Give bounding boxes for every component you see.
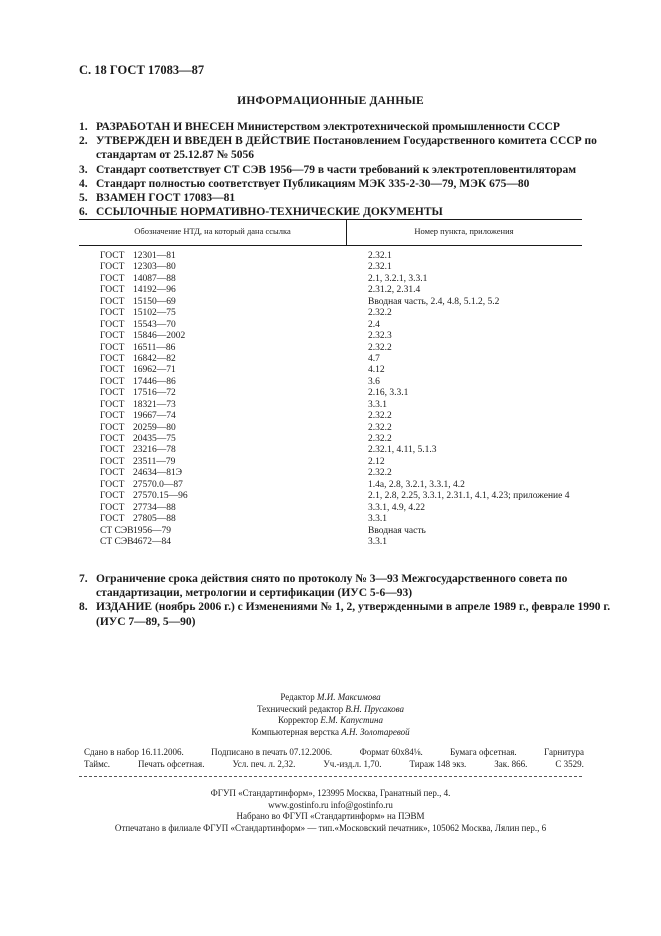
- clause-cell: 2.12: [368, 456, 385, 467]
- ntd-number: 14087—88: [133, 273, 176, 284]
- table-header-clause: Номер пункта, приложения: [414, 226, 514, 236]
- ntd-prefix: ГОСТ: [100, 514, 125, 525]
- ntd-prefix: ГОСТ: [100, 502, 125, 513]
- item-number: 1.: [79, 121, 88, 133]
- clause-cell: 3.3.1: [368, 399, 387, 410]
- clause-cell: Вводная часть: [368, 525, 426, 536]
- ntd-number: 18321—73: [133, 399, 176, 410]
- printer-line: Отпечатано в филиале ФГУП «Стандартинформ» — тип.«Московский печатник», 105062 Москва, Лялин пер., 6: [114, 823, 547, 834]
- ntd-number: 20259—80: [133, 422, 176, 433]
- publication-field: Сдано в набор 16.11.2006.: [84, 747, 184, 757]
- clause-cell: 2.32.2: [368, 434, 392, 444]
- credit-role: Технический редактор: [256, 703, 344, 714]
- ntd-cell: [100, 526, 368, 537]
- publication-field: Таймс.: [84, 759, 111, 769]
- ntd-cell: [100, 274, 368, 285]
- ntd-prefix: ГОСТ: [100, 308, 125, 319]
- clause-cell: 3.3.1: [368, 514, 387, 525]
- table-row: [100, 537, 569, 548]
- clause-cell: 2.32.2: [368, 422, 392, 433]
- item-number: 3.: [79, 163, 88, 176]
- credit-name: М.И. Максимова: [317, 692, 381, 702]
- ntd-cell: [100, 434, 368, 445]
- item-text: Стандарт полностью соответствует Публикациям МЭК 335-2-30—79, МЭК 675—80: [96, 177, 530, 190]
- clause-cell: 2.32.2: [368, 411, 392, 422]
- ntd-number: 12303—80: [133, 262, 176, 273]
- clause-cell: 2.32.2: [368, 342, 392, 353]
- item-text: Постановлением Государственного комитета СССР по стандартам от 25.12.87 № 5056: [96, 135, 597, 162]
- clause-cell: 2.31.2, 2.31.4: [368, 285, 421, 296]
- item-bold-text: УТВЕРЖДЕН И ВВЕДЕН В ДЕЙСТВИЕ: [96, 135, 311, 148]
- publication-field: Бумага офсетная.: [450, 747, 517, 757]
- ntd-cell: [100, 423, 368, 434]
- ntd-cell: [100, 262, 368, 273]
- ntd-number: 27570.0—87: [133, 479, 183, 490]
- table-row: [100, 411, 569, 422]
- ntd-prefix: ГОСТ: [100, 456, 125, 467]
- ntd-cell: [100, 468, 368, 479]
- item-bold-text: РАЗРАБОТАН И ВНЕСЕН: [96, 121, 235, 133]
- credit-line: [0, 704, 661, 716]
- ntd-number: 15102—75: [133, 308, 176, 319]
- table-row: [100, 480, 569, 491]
- ntd-cell: [100, 297, 368, 308]
- clause-cell: 4.7: [368, 353, 380, 364]
- ntd-number: 14192—96: [133, 285, 176, 296]
- info-item: [79, 205, 619, 219]
- ntd-number: 27570.15—96: [133, 491, 188, 502]
- credit-name: Е.М. Капустина: [320, 715, 384, 726]
- info-item: [79, 600, 619, 628]
- clause-cell: 2.32.2: [368, 468, 392, 479]
- ntd-number: 15543—70: [133, 319, 176, 330]
- ntd-cell: [100, 308, 368, 319]
- table-row: [100, 251, 569, 262]
- ntd-prefix: ГОСТ: [100, 388, 125, 399]
- ntd-prefix: ГОСТ: [100, 342, 125, 353]
- ntd-prefix: СТ СЭВ: [100, 525, 134, 536]
- table-top-rule: [79, 219, 582, 220]
- publication-field: Печать офсетная.: [138, 759, 205, 769]
- publication-field: Гарнитура: [544, 747, 584, 757]
- publication-field: Тираж 148 экз.: [409, 759, 467, 769]
- table-row: [100, 388, 569, 399]
- table-row: [100, 365, 569, 376]
- ntd-cell: [100, 251, 368, 262]
- clause-cell: 4.12: [368, 365, 385, 376]
- table-row: [100, 262, 569, 273]
- ntd-cell: [100, 491, 368, 502]
- ntd-number: 16842—82: [133, 353, 176, 364]
- info-item: [79, 120, 619, 134]
- section-title: ИНФОРМАЦИОННЫЕ ДАННЫЕ: [237, 95, 424, 107]
- info-items: [79, 120, 619, 219]
- ntd-prefix: ГОСТ: [100, 479, 125, 490]
- ntd-prefix: ГОСТ: [100, 353, 125, 364]
- ntd-prefix: ГОСТ: [100, 491, 125, 502]
- ntd-prefix: ГОСТ: [100, 296, 125, 307]
- item-bold-text: ССЫЛОЧНЫЕ НОРМАТИВНО-ТЕХНИЧЕСКИЕ ДОКУМЕНТЫ: [96, 206, 443, 219]
- table-row: [100, 445, 569, 456]
- publication-row: [84, 758, 584, 770]
- page-header: С. 18 ГОСТ 17083—87: [79, 63, 205, 77]
- table-row: [100, 491, 569, 502]
- table-row: [100, 297, 569, 308]
- credit-role: Корректор: [277, 715, 319, 726]
- printer-info: [0, 788, 661, 835]
- item-text: Ограничение срока действия снято по протоколу № 3—93 Межгосударственного совета по стандартизации, метрологии и сертификации (ИУС 5-6—93): [96, 573, 568, 600]
- ntd-prefix: ГОСТ: [100, 273, 125, 284]
- notes: [79, 572, 619, 629]
- ntd-number: 20435—75: [133, 434, 176, 444]
- ntd-prefix: ГОСТ: [100, 434, 125, 444]
- ntd-cell: [100, 354, 368, 365]
- ntd-cell: [100, 285, 368, 296]
- ntd-number: 17446—86: [133, 376, 176, 387]
- clause-cell: 2.32.3: [368, 331, 392, 342]
- credit-role: Компьютерная верстка: [251, 726, 339, 737]
- ntd-cell: [100, 503, 368, 514]
- ntd-number: 23216—78: [133, 445, 176, 456]
- ntd-number: 19667—74: [133, 411, 176, 422]
- item-text: Стандарт соответствует СТ СЭВ 1956—79 в части требований к электротепловентиляторам: [96, 163, 577, 176]
- publication-row: [84, 746, 584, 758]
- clause-cell: 2.32.2: [368, 308, 392, 319]
- ntd-number: 15150—69: [133, 296, 176, 307]
- ntd-cell: [100, 445, 368, 456]
- table-row: [100, 400, 569, 411]
- ntd-cell: [100, 400, 368, 411]
- ntd-number: 24634—81Э: [133, 468, 183, 479]
- credit-role: Редактор: [280, 692, 315, 702]
- table-row: [100, 285, 569, 296]
- publication-field: Уч.-изд.л. 1,70.: [323, 759, 382, 769]
- table-row: [100, 503, 569, 514]
- table-header-rule: [79, 245, 582, 246]
- clause-cell: 3.3.1: [368, 536, 387, 547]
- item-text: ИЗДАНИЕ (ноябрь 2006 г.) с Изменениями № 1, 2, утвержденными в апреле 1989 г., феврале 1990 г. (ИУС 7—89, 5—90): [96, 601, 611, 628]
- ntd-prefix: ГОСТ: [100, 422, 125, 433]
- clause-cell: 2.16, 3.3.1: [368, 388, 409, 399]
- table-row: [100, 331, 569, 342]
- ntd-prefix: ГОСТ: [100, 319, 125, 330]
- table-row: [100, 308, 569, 319]
- ntd-cell: [100, 320, 368, 331]
- credit-line: [0, 715, 661, 727]
- clause-cell: 2.32.1: [368, 251, 392, 261]
- item-number: 7.: [79, 573, 88, 585]
- item-number: 4.: [79, 177, 88, 190]
- printer-line: www.gostinfo.ru info@gostinfo.ru: [268, 799, 393, 810]
- table-row: [100, 354, 569, 365]
- ntd-prefix: ГОСТ: [100, 411, 125, 422]
- reference-table-body: [100, 251, 569, 548]
- publication-field: Зак. 866.: [494, 759, 528, 769]
- table-row: [100, 526, 569, 537]
- ntd-cell: [100, 377, 368, 388]
- publication-info: [84, 746, 584, 770]
- table-row: [100, 274, 569, 285]
- table-row: [100, 468, 569, 479]
- publication-field: Усл. печ. л. 2,32.: [232, 759, 296, 769]
- ntd-number: 17516—72: [133, 388, 176, 399]
- ntd-cell: [100, 411, 368, 422]
- ntd-cell: [100, 365, 368, 376]
- ntd-prefix: ГОСТ: [100, 399, 125, 410]
- ntd-cell: [100, 343, 368, 354]
- ntd-number: 23511—79: [133, 456, 176, 467]
- ntd-cell: [100, 388, 368, 399]
- ntd-cell: [100, 537, 368, 548]
- credit-name: В.Н. Прусакова: [345, 703, 405, 714]
- ntd-prefix: ГОСТ: [100, 445, 125, 456]
- ntd-number: 16962—71: [133, 365, 176, 376]
- clause-cell: Вводная часть, 2.4, 4.8, 5.1.2, 5.2: [368, 296, 500, 307]
- item-number: 8.: [79, 601, 88, 614]
- clause-cell: 3.6: [368, 376, 380, 387]
- ntd-prefix: СТ СЭВ: [100, 536, 134, 547]
- item-text: Министерством электротехнической промышленности СССР: [234, 121, 560, 133]
- info-item: [79, 134, 619, 162]
- printer-line: Набрано во ФГУП «Стандартинформ» на ПЭВМ: [236, 811, 425, 822]
- ntd-prefix: ГОСТ: [100, 285, 125, 296]
- credit-line: [0, 727, 661, 739]
- ntd-cell: [100, 331, 368, 342]
- ntd-cell: [100, 514, 368, 525]
- ntd-prefix: ГОСТ: [100, 365, 125, 376]
- clause-cell: 2.32.1, 4.11, 5.1.3: [368, 445, 437, 456]
- clause-cell: 2.4: [368, 319, 380, 330]
- ntd-prefix: ГОСТ: [100, 376, 125, 387]
- table-row: [100, 343, 569, 354]
- item-number: 5.: [79, 192, 88, 205]
- publication-field: С 3529.: [555, 759, 584, 769]
- info-item: [79, 572, 619, 600]
- clause-cell: 2.32.1: [368, 262, 392, 273]
- printer-line: ФГУП «Стандартинформ», 123995 Москва, Гранатный пер., 4.: [210, 788, 451, 798]
- item-number: 6.: [79, 206, 88, 219]
- info-item: [79, 191, 619, 205]
- ntd-cell: [100, 480, 368, 491]
- table-row: [100, 377, 569, 388]
- ntd-cell: [100, 457, 368, 468]
- clause-cell: 2.1, 2.8, 2.25, 3.3.1, 2.31.1, 4.1, 4.23; приложение 4: [368, 491, 570, 502]
- credit-name: А.Н. Золотаревой: [341, 726, 410, 737]
- ntd-prefix: ГОСТ: [100, 262, 125, 273]
- item-bold-text: ВЗАМЕН ГОСТ 17083—81: [96, 192, 236, 205]
- ntd-number: 12301—81: [133, 251, 176, 261]
- footer-divider: [79, 776, 582, 777]
- clause-cell: 2.1, 3.2.1, 3.3.1: [368, 273, 428, 284]
- ntd-number: 15846—2002: [133, 331, 186, 342]
- credits: [0, 692, 661, 738]
- ntd-number: 27805—88: [133, 514, 176, 525]
- info-item: [79, 177, 619, 191]
- info-item: [79, 163, 619, 177]
- item-number: 2.: [79, 135, 88, 148]
- ntd-prefix: ГОСТ: [100, 251, 125, 261]
- credit-line: [0, 692, 661, 704]
- ntd-number: 1956—79: [133, 525, 171, 536]
- table-row: [100, 514, 569, 525]
- table-header-ntd: Обозначение НТД, на который дана ссылка: [134, 226, 291, 236]
- clause-cell: 3.3.1, 4.9, 4.22: [368, 502, 425, 513]
- table-row: [100, 423, 569, 434]
- table-row: [100, 434, 569, 445]
- ntd-prefix: ГОСТ: [100, 468, 125, 479]
- ntd-prefix: ГОСТ: [100, 331, 125, 342]
- clause-cell: 1.4а, 2.8, 3.2.1, 3.3.1, 4.2: [368, 479, 465, 490]
- publication-field: Подписано в печать 07.12.2006.: [211, 747, 333, 757]
- publication-field: Формат 60х84⅛.: [359, 747, 423, 757]
- ntd-number: 16511—86: [133, 342, 176, 353]
- ntd-number: 27734—88: [133, 502, 176, 513]
- table-row: [100, 320, 569, 331]
- table-row: [100, 457, 569, 468]
- ntd-number: 4672—84: [133, 536, 171, 547]
